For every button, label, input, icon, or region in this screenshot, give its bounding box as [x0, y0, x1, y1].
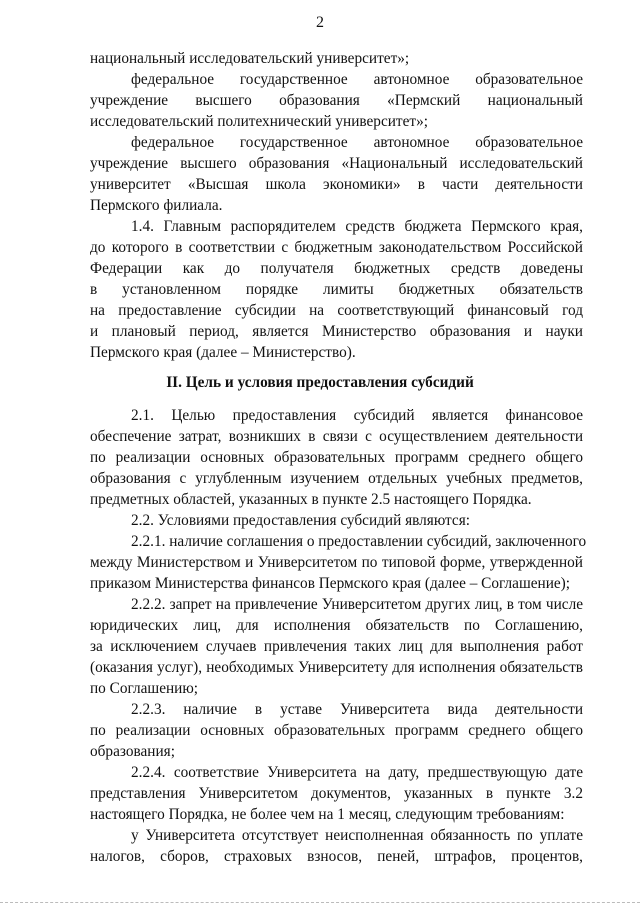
text-line: по реализации основных образовательных программ среднего общего: [90, 449, 583, 466]
text-line: за исключением случаев привлечения таких лиц для выполнения работ: [90, 638, 583, 655]
text-line: 2.1. Целью предоставления субсидий является финансовое: [131, 407, 583, 424]
text-line: представления Университетом документов, указанных в пункте 3.2: [90, 785, 583, 802]
text-line: между Министерством и Университетом по типовой форме, утвержденной: [90, 554, 583, 571]
text-line: 2.2.3. наличие в уставе Университета вида деятельности: [131, 701, 583, 718]
text-line: юридических лиц, для исполнения обязательств по Соглашению,: [90, 617, 583, 634]
scan-edge: [0, 901, 640, 903]
text-line: до которого в соответствии с бюджетным законодательством Российской: [90, 239, 583, 256]
text-line: федеральное государственное автономное образовательное: [131, 71, 583, 88]
text-line: федеральное государственное автономное образовательное: [131, 134, 583, 151]
text-line: 2.2. Условиями предоставления субсидий являются:: [131, 512, 471, 529]
text-line: университет «Высшая школа экономики» в части деятельности: [90, 176, 583, 193]
text-line: на предоставление субсидии на соответствующий финансовый год: [90, 302, 583, 319]
text-line: предметных областей, указанных в пункте 2.5 настоящего Порядка.: [90, 491, 532, 508]
text-line: приказом Министерства финансов Пермского края (далее – Соглашение);: [90, 575, 571, 592]
text-line: и плановый период, является Министерство образования и науки: [90, 323, 583, 340]
text-line: по реализации основных образовательных программ среднего общего: [90, 722, 583, 739]
text-line: учреждение высшего образования «Национальный исследовательский: [90, 155, 583, 172]
text-line: обеспечение затрат, возникших в связи с осуществлением деятельности: [90, 428, 583, 445]
text-line: в установленном порядке лимиты бюджетных обязательств: [90, 281, 583, 298]
text-line: учреждение высшего образования «Пермский национальный: [90, 92, 583, 109]
text-line: 2.2.2. запрет на привлечение Университетом других лиц, в том числе: [131, 596, 583, 613]
text-line: 1.4. Главным распорядителем средств бюджета Пермского края,: [131, 218, 583, 235]
text-line: национальный исследовательский университет»;: [90, 50, 410, 67]
text-line: образования с углубленным изучением отдельных учебных предметов,: [90, 470, 583, 487]
text-line: образования;: [90, 743, 175, 760]
section-heading: II. Цель и условия предоставления субсидий: [166, 374, 474, 391]
page-number: 2: [316, 14, 324, 31]
text-line: у Университета отсутствует неисполненная обязанность по уплате: [131, 827, 583, 844]
text-line: налогов, сборов, страховых взносов, пеней, штрафов, процентов,: [90, 848, 583, 865]
text-line: по Соглашению;: [90, 680, 199, 697]
text-line: 2.2.4. соответствие Университета на дату, предшествующую дате: [131, 764, 583, 781]
text-line: Пермского края (далее – Министерство).: [90, 344, 356, 361]
text-line: исследовательский политехнический университет»;: [90, 113, 428, 130]
text-line: Федерации как до получателя бюджетных средств доведены: [90, 260, 583, 277]
text-line: Пермского филиала.: [90, 197, 223, 214]
text-line: (оказания услуг), необходимых Университету для исполнения обязательств: [90, 659, 583, 676]
text-line: настоящего Порядка, не более чем на 1 месяц, следующим требованиям:: [90, 806, 565, 823]
text-line: 2.2.1. наличие соглашения о предоставлении субсидий, заключенного: [131, 533, 587, 550]
